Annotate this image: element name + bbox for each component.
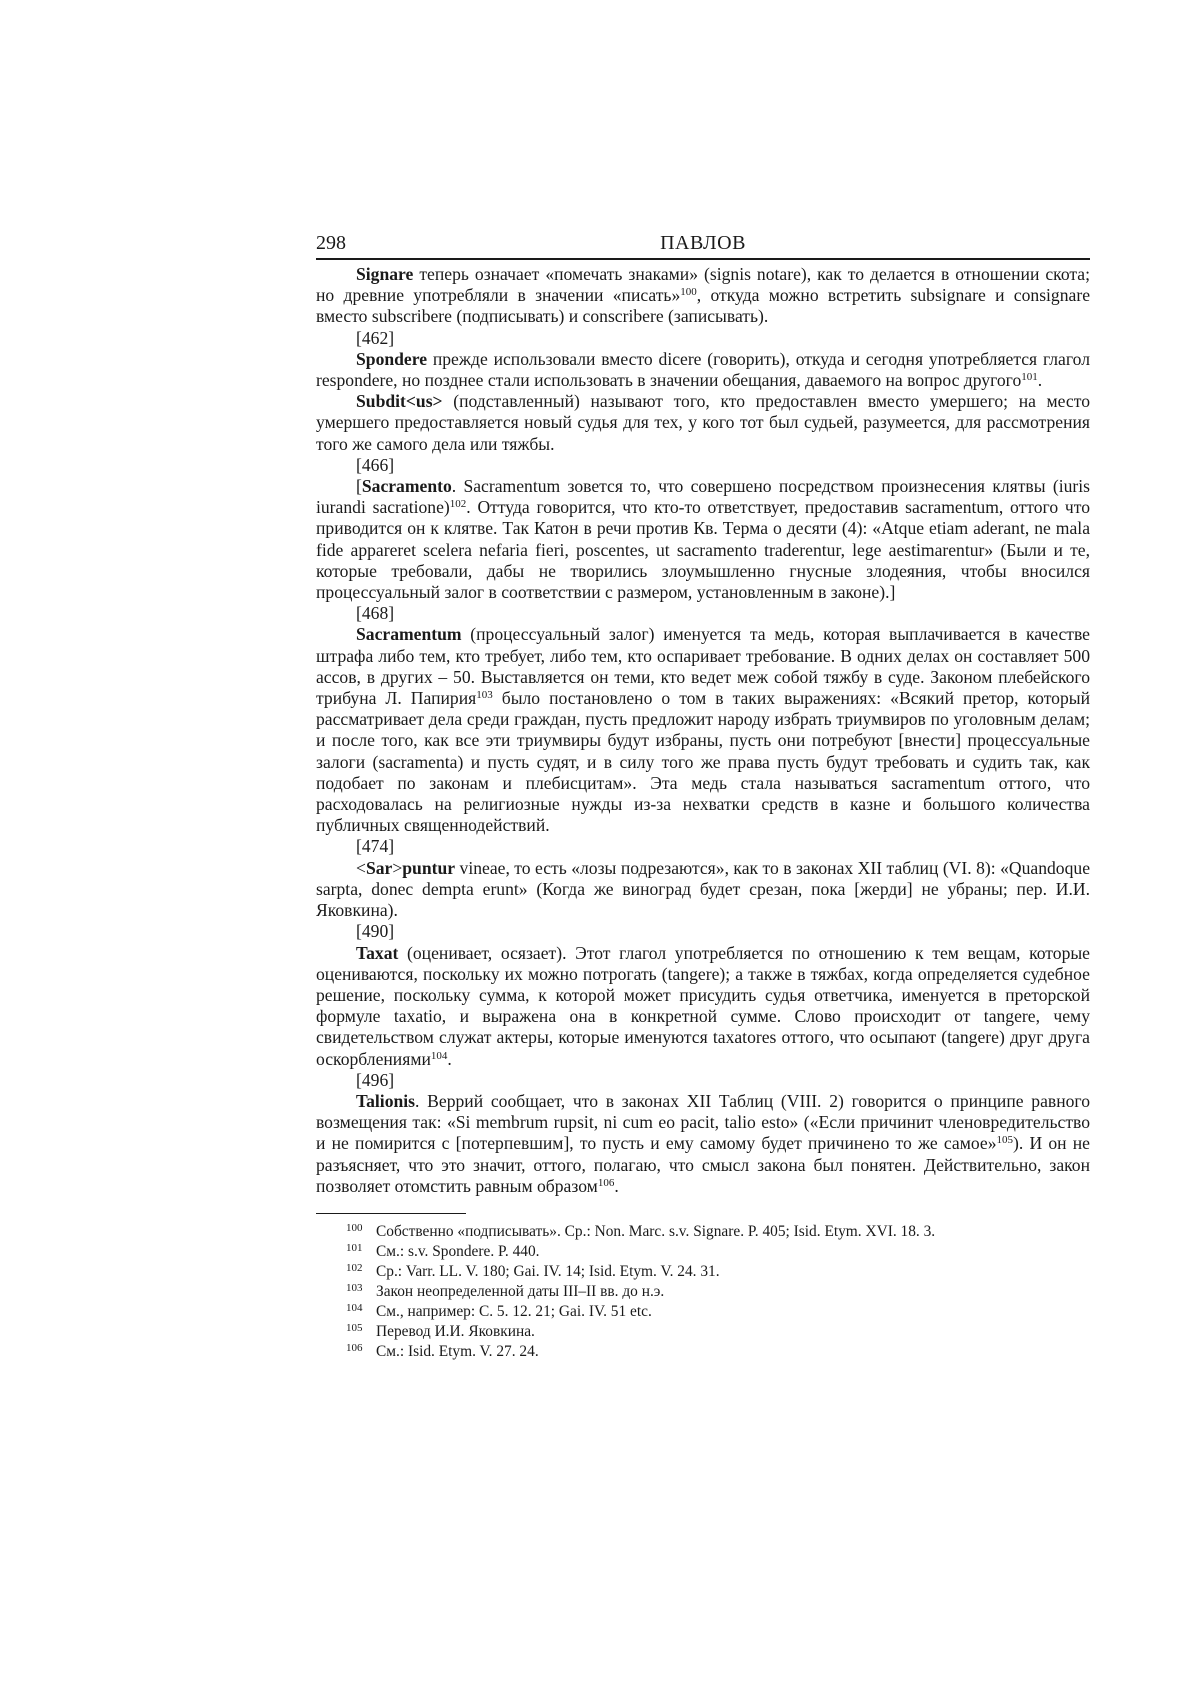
footnote-divider [316, 1213, 466, 1214]
entry-term: Talionis [356, 1090, 416, 1111]
dictionary-entry: [Sacramento. Sacramentum зовется то, что совершено посредством произнесения клятвы (iuris iurandi sacratione)$^{102}$. Оттуда говорится, что кто-то ответствует, предоставив sacramentum, оттого что приводится он к клятве. Так Катон в речи против Кв. Терма о десяти (4): «Atque etiam aderant, ne mala fide appareret scelera nefaria fieri, poscentes, ut sacramento traderentur, lege aestimarentur» (Были и те, которые требовали, дабы не творились злоумышленно гнусные злодеяния, чтобы вносился процессуальный залог в соответствии с размером, установленным в законе).] [316, 476, 1090, 603]
footnote-text: См., например: C. 5. 12. 21; Gai. IV. 51 etc. [376, 1302, 652, 1320]
section-reference: [466] [356, 454, 395, 475]
dictionary-entry: Taxat (оценивает, осязает). Этот глагол употребляется по отношению к тем вещам, которые оцениваются, поскольку их можно потрогать (tangere); а также в тяжбах, когда определяется судебное решение, поскольку сумма, к которой может присудить судья ответчика, именуется в преторской формуле taxatio, и выражена она в конкретной сумме. Слово происходит от tangere, чему свидетельством служат актеры, которые именуются taxatores оттого, что осыпают (tangere) друг друга оскорблениями$^{104}$. [316, 942, 1090, 1069]
footnote-text: Перевод И.И. Яковкина. [376, 1322, 535, 1340]
dictionary-entry: Subdit<us> (подставленный) называют того, кто предоставлен вместо умершего; на место умершего предоставляется новый судья для тех, у кого тот был судьей, разумеется, для рассмотрения того же самого дела или тяжбы. [316, 391, 1090, 454]
footnote [316, 1342, 1090, 1362]
section-reference: [462] [356, 327, 395, 348]
footnote-text: Закон неопределенной даты III–II вв. до н.э. [376, 1282, 665, 1300]
footnote-marker: 101 [1021, 371, 1038, 384]
section-reference: [490] [356, 921, 395, 942]
page-header [316, 232, 1090, 260]
dictionary-entry: Sacramentum (процессуальный залог) именуется та медь, которая выплачивается в качестве штрафа либо тем, кто требует, либо тем, кто оспаривает требование. В одних делах он составляет 500 ассов, в других – 50. Выставляется он теми, кто ведет меж собой тяжбу в суде. Законом плебейского трибуна Л. Папирия$^{103}$ было постановлено о том в таких выражениях: «Всякий претор, который рассматривает дела среди граждан, пусть предложит народу избрать триумвиров по уголовным делам; и после того, как все эти триумвиры будут избраны, пусть они потребуют [внести] процессуальные залоги (sacramenta) и пусть судят, и в силу того же права пусть будут требовать и судить так, как подобает по законам и плебисцитам». Эта медь стала называться sacramentum оттого, что расходовалась на религиозные нужды из-за нехватки средств в казне и большого количества публичных священнодействий. [316, 624, 1091, 836]
dictionary-entry: Signare теперь означает «помечать знаками» (signis notare), как то делается в отношении скота; но древние употребляли в значении «писать»$^{100}$, откуда можно встретить subsignare и consignare вместо subscribere (подписывать) и conscribere (записывать). [316, 264, 1091, 327]
entry-term: Signare [356, 264, 414, 284]
entry-term: puntur [402, 857, 456, 878]
footnote [316, 1262, 1090, 1282]
section-reference: [496] [356, 1069, 395, 1090]
running-title: ПАВЛОВ [660, 232, 746, 254]
footnote-text: См.: Isid. Etym. V. 27. 24. [376, 1342, 539, 1360]
entry-term: Spondere [356, 348, 428, 369]
footnote-number: 102 [346, 1261, 363, 1274]
footnote [316, 1222, 1090, 1242]
footnote-number: 105 [346, 1321, 363, 1334]
entry-term: Sacramentum [356, 624, 462, 645]
dictionary-entry: Spondere прежде использовали вместо dicere (говорить), откуда и сегодня употребляется глагол respondere, но позднее стали использовать в значении обещания, даваемого на вопрос другого$^{101}$. [316, 348, 1090, 391]
footnote-marker: 104 [430, 1049, 448, 1062]
footnote-number: 106 [346, 1341, 363, 1354]
footnote-marker: 106 [597, 1176, 615, 1189]
page-number: 298 [316, 232, 346, 254]
footnote-number: 101 [346, 1241, 363, 1254]
entry-term: Sacramento [361, 476, 452, 497]
entry-term: Taxat [356, 942, 399, 963]
footnote-number: 100 [346, 1221, 363, 1234]
footnote [316, 1322, 1090, 1342]
section-reference: [474] [356, 836, 395, 857]
entry-term: Subdit<us> [356, 391, 443, 412]
footnote-marker: 102 [449, 498, 467, 511]
footnote [316, 1282, 1090, 1302]
footnote [316, 1242, 1090, 1262]
book-page [316, 232, 1090, 1362]
footnote-marker: 105 [996, 1134, 1013, 1147]
dictionary-entry: Talionis. Веррий сообщает, что в законах XII Таблиц (VIII. 2) говорится о принципе равного возмещения так: «Si membrum rupsit, ni cum eo pacit, talio esto» («Если причинит членовредительство и не помирится с [потерпевшим], то пусть и ему самому будет причинено то же самое»$^{105}$). И он не разъясняет, что это значит, оттого, полагаю, что смысл закона был понятен. Действительно, закон позволяет отомстить равным образом$^{106}$. [316, 1090, 1090, 1196]
footnote [316, 1302, 1090, 1322]
footnote-number: 103 [346, 1281, 363, 1294]
footnote-marker: 103 [476, 689, 493, 702]
footnote-text: Собственно «подписывать». Ср.: Non. Marc. s.v. Signare. P. 405; Isid. Etym. XVI. 18. 3. [376, 1222, 936, 1240]
footnotes [316, 1222, 1090, 1362]
dictionary-entry: <Sar>puntur vineae, то есть «лозы подрезаются», как то в законах XII таблиц (VI. 8): «Quandoque sarpta, donec dempta erunt» (Когда же виноград будет срезан, пока [жерди] не убраны; пер. И.И. Яковкина). [316, 857, 1090, 921]
footnote-number: 104 [346, 1301, 363, 1314]
entry-term: Sar [365, 857, 393, 878]
footnote-marker: 100 [680, 286, 697, 299]
main-text [316, 264, 1090, 1197]
footnote-text: Ср.: Varr. LL. V. 180; Gai. IV. 14; Isid. Etym. V. 24. 31. [376, 1262, 720, 1280]
section-reference: [468] [356, 603, 395, 624]
footnote-text: См.: s.v. Spondere. P. 440. [376, 1242, 540, 1260]
